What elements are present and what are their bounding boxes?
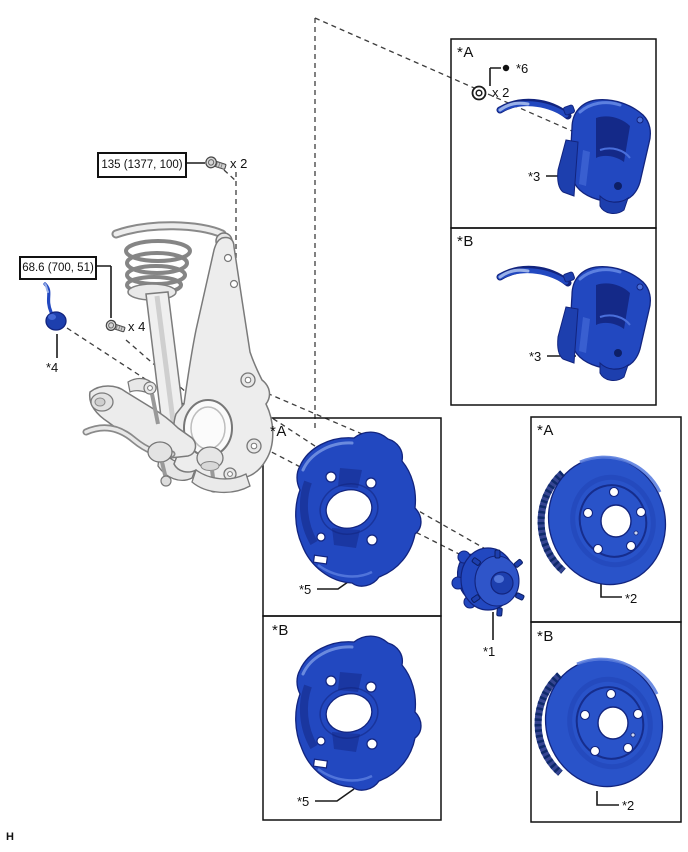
brake-disc-part [534,443,681,598]
grommet-icon [473,87,486,100]
panel-caliper-a-variant: *A [457,44,474,61]
shield-bolt-count-label: x 4 [128,319,146,334]
brake-caliper-part [500,100,650,214]
dust-shield-part [296,432,421,586]
panel-disc-a-variant: *A [537,422,554,439]
shield-bolt-icon [105,319,126,334]
panel-caliper-b-variant: *B [457,233,474,250]
brake-disc-part-b [531,645,678,800]
callout-shield-a: *5 [299,582,312,597]
panel-shield-a-variant: *A [270,423,287,440]
panel-disc-b-variant: *B [537,628,554,645]
panel-shield-b-variant: *B [272,622,289,639]
sensor-cap-part [45,284,66,330]
callout-caliper-a: *3 [528,169,541,184]
callout-shield-b: *5 [297,794,310,809]
torque-spec-shield-bolt [19,256,97,280]
dust-shield-part-b [296,636,421,790]
page-footer-letter: H [6,831,14,843]
callout-disc-b: *2 [622,798,635,813]
callout-hub: *1 [483,644,496,659]
brake-caliper-part-b [500,267,650,381]
callout-sensor-cap: *4 [46,360,59,375]
callout-disc-a: *2 [625,591,638,606]
callout-pin: *6 [516,61,529,76]
callout-caliper-b: *3 [529,349,542,364]
torque-spec-strut-bolt [97,152,187,178]
strut-bolt-count-label: x 2 [230,156,248,171]
pin-bullet-icon [503,65,509,71]
torque-spec-shield-bolt-text: 68.6 (700, 51) [22,262,94,274]
hub-bearing-part [452,548,524,616]
strut-bolt-icon [204,156,227,173]
torque-spec-strut-bolt-text: 135 (1377, 100) [101,159,183,171]
grommet-count-label: x 2 [492,85,510,100]
